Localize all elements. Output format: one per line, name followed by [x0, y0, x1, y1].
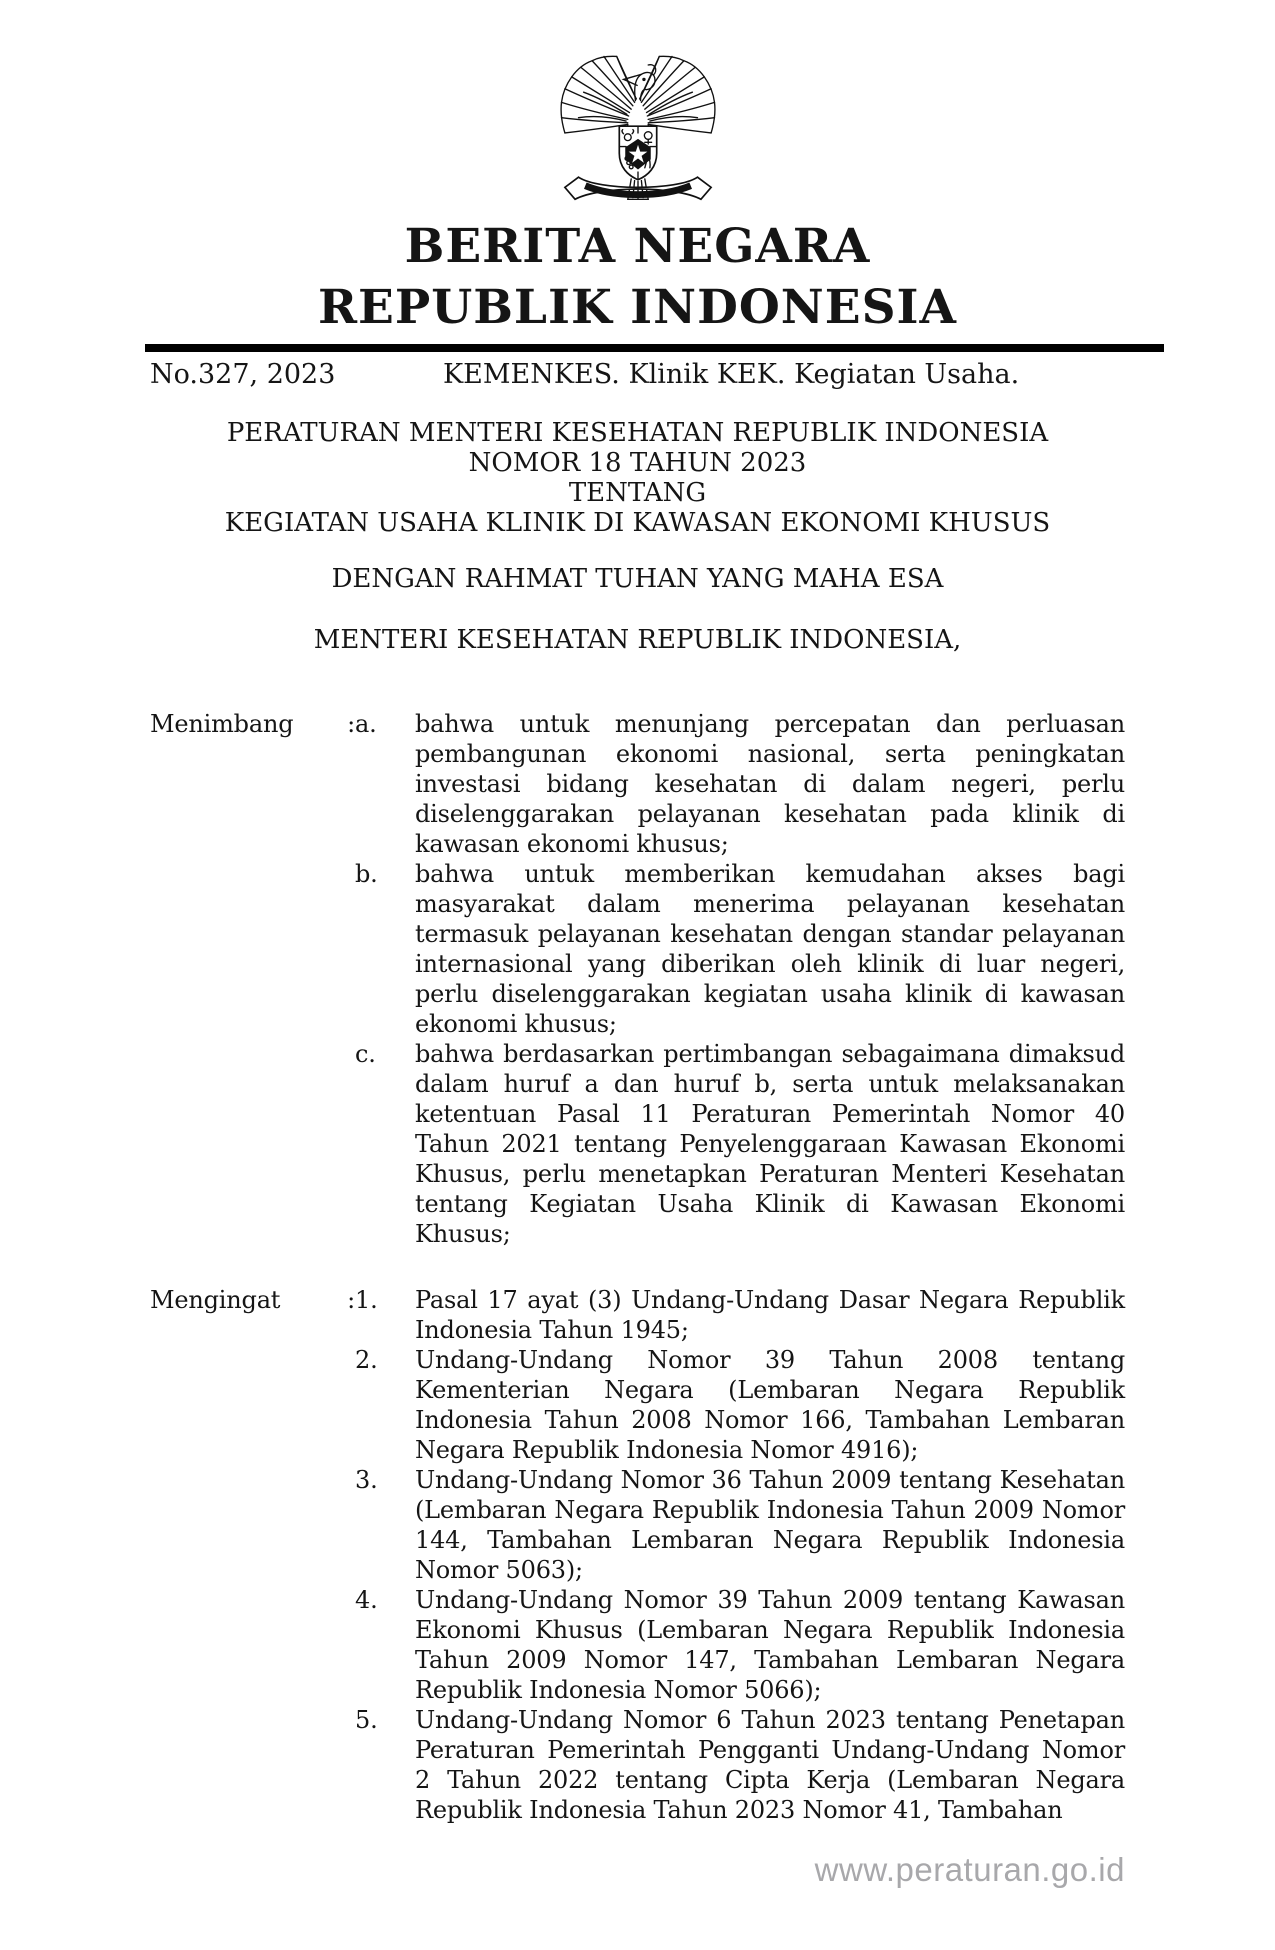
gazette-subject: KEMENKES. Klinik KEK. Kegiatan Usaha. [443, 359, 1020, 390]
invocation-line: DENGAN RAHMAT TUHAN YANG MAHA ESA [331, 564, 944, 594]
mengingat-items [355, 1285, 1125, 1825]
mengingat-item-1 [355, 1285, 1125, 1345]
item-text: Undang-Undang Nomor 6 Tahun 2023 tentang Penetapan Peraturan Pemerintah Pengganti Undang-Undang Nomor 2 Tahun 2022 tentang Cipta Kerja (Lembaran Negara Republik Indonesia Tahun 2023 Nomor 41, Tambahan [415, 1706, 1125, 1824]
menimbang-label [150, 709, 355, 739]
mengingat-item-5 [355, 1705, 1125, 1825]
masthead-info-line [150, 359, 1125, 395]
garuda-pancasila-emblem [553, 50, 723, 210]
masthead-rule [145, 344, 1164, 352]
regulation-title-line3: TENTANG [568, 478, 707, 508]
regulation-title-line4: KEGIATAN USAHA KLINIK DI KAWASAN EKONOMI KHUSUS [224, 508, 1051, 538]
item-text: Pasal 17 ayat (3) Undang-Undang Dasar Negara Republik Indonesia Tahun 1945; [415, 1286, 1125, 1344]
mengingat-item-2 [355, 1345, 1125, 1465]
item-number: 5. [355, 1706, 378, 1734]
mengingat-label [150, 1285, 355, 1315]
mengingat-section [150, 1285, 1125, 1825]
item-text: bahwa untuk memberikan kemudahan akses bagi masyarakat dalam menerima pelayanan kesehatan termasuk pelayanan kesehatan dengan standar pelayanan internasional yang diberikan oleh klinik di luar negeri, perlu diselenggarakan kegiatan usaha klinik di kawasan ekonomi khusus; [415, 860, 1125, 1038]
menimbang-item-b [355, 859, 1125, 1039]
item-text: Undang-Undang Nomor 39 Tahun 2009 tentang Kawasan Ekonomi Khusus (Lembaran Negara Republik Indonesia Tahun 2009 Nomor 147, Tambahan Lembaran Negara Republik Indonesia Nomor 5066); [415, 1586, 1125, 1704]
authority-line: MENTERI KESEHATAN REPUBLIK INDONESIA, [313, 625, 962, 655]
regulation-title-line2: NOMOR 18 TAHUN 2023 [468, 448, 807, 478]
menimbang-item-a [355, 709, 1125, 859]
footer [0, 1851, 1125, 1889]
item-text: Undang-Undang Nomor 39 Tahun 2008 tentang Kementerian Negara (Lembaran Negara Republik Indonesia Tahun 2008 Nomor 166, Tambahan Lembaran Negara Republik Indonesia Nomor 4916); [415, 1346, 1125, 1464]
gazette-number: No.327, 2023 [150, 359, 336, 390]
menimbang-section [150, 709, 1125, 1249]
gazette-title-line1: BERITA NEGARA [404, 219, 871, 274]
mengingat-item-4 [355, 1585, 1125, 1705]
item-text: Undang-Undang Nomor 36 Tahun 2009 tentang Kesehatan (Lembaran Negara Republik Indonesia Tahun 2009 Nomor 144, Tambahan Lembaran Negara Republik Indonesia Nomor 5063); [415, 1466, 1125, 1584]
item-number: 3. [355, 1466, 378, 1494]
mengingat-label-text: Mengingat [150, 1286, 281, 1314]
menimbang-colon: : [347, 710, 355, 738]
footer-url: www.peraturan.go.id [814, 1851, 1125, 1888]
regulation-title-block [0, 418, 1275, 538]
item-letter: b. [355, 860, 378, 888]
mengingat-item-3 [355, 1465, 1125, 1585]
mengingat-colon: : [347, 1286, 355, 1314]
item-text: bahwa berdasarkan pertimbangan sebagaimana dimaksud dalam huruf a dan huruf b, serta untuk melaksanakan ketentuan Pasal 11 Peraturan Pemerintah Nomor 40 Tahun 2021 tentang Penyelenggaraan Kawasan Ekonomi Khusus, perlu menetapkan Peraturan Menteri Kesehatan tentang Kegiatan Usaha Klinik di Kawasan Ekonomi Khusus; [415, 1040, 1125, 1248]
item-letter: a. [355, 710, 377, 738]
item-number: 4. [355, 1586, 378, 1614]
gazette-title-line2: REPUBLIK INDONESIA [317, 280, 957, 335]
menimbang-label-text: Menimbang [150, 710, 294, 738]
item-text: bahwa untuk menunjang percepatan dan perluasan pembangunan ekonomi nasional, serta peningkatan investasi bidang kesehatan di dalam negeri, perlu diselenggarakan pelayanan kesehatan pada klinik di kawasan ekonomi khusus; [415, 710, 1125, 858]
item-letter: c. [355, 1040, 376, 1068]
menimbang-item-c [355, 1039, 1125, 1249]
regulation-title-line1: PERATURAN MENTERI KESEHATAN REPUBLIK INDONESIA [226, 418, 1049, 448]
item-number: 1. [355, 1286, 378, 1314]
menimbang-items [355, 709, 1125, 1249]
item-number: 2. [355, 1346, 378, 1374]
